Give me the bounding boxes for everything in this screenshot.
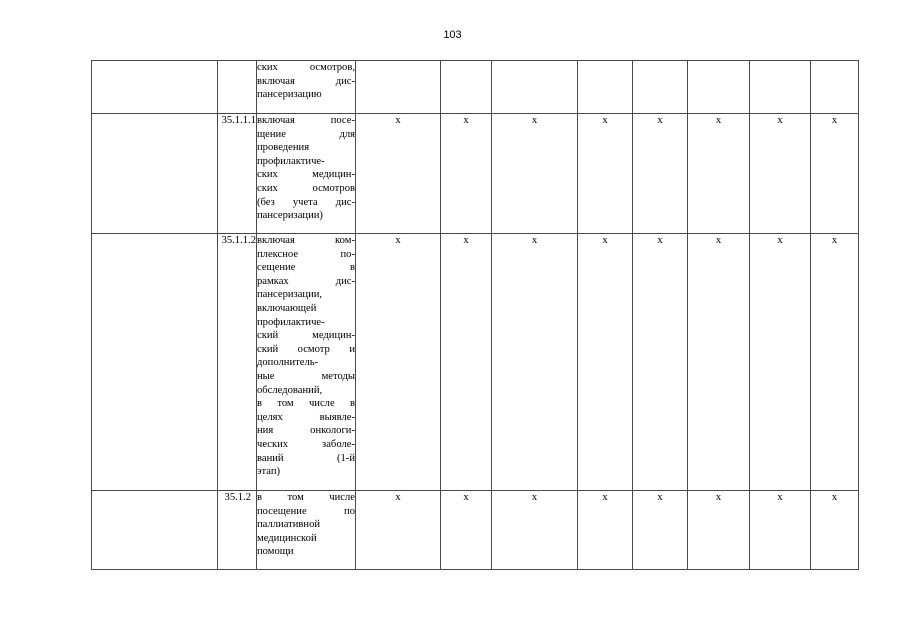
row-description-cell: [257, 491, 356, 570]
description-line: ния онкологи-: [257, 425, 355, 437]
empty-cell: [92, 491, 218, 570]
description-line: ских осмотров,: [257, 62, 355, 73]
row-code-cell: [218, 61, 257, 114]
description-line: профилактиче-: [257, 316, 325, 328]
value-cell: x: [492, 491, 578, 570]
description-line: в том числе: [257, 492, 355, 503]
description-line: ческих заболе-: [257, 438, 355, 450]
value-cell: x: [578, 234, 633, 491]
description-line: включая посе-: [257, 115, 355, 126]
value-cell: [356, 61, 441, 114]
description-line: ский медицин-: [257, 330, 355, 342]
value-cell: x: [441, 234, 492, 491]
value-cell: x: [811, 114, 859, 234]
description-line: включая ком-: [257, 235, 355, 246]
description-line: посещение по: [257, 505, 355, 517]
description-line: ваний (1-й: [257, 452, 355, 464]
description-line: медицинской: [257, 532, 317, 544]
description-line: ные методы: [257, 370, 355, 382]
value-cell: x: [578, 114, 633, 234]
value-cell: x: [633, 114, 688, 234]
value-cell: [441, 61, 492, 114]
description-line: сещение в: [257, 262, 355, 274]
row-code-cell: 35.1.2: [218, 491, 257, 570]
empty-cell: [92, 114, 218, 234]
description-line: рамках дис-: [257, 275, 355, 287]
description-line: дополнитель-: [257, 357, 319, 369]
value-cell: x: [688, 234, 750, 491]
description-line: этап): [257, 466, 281, 478]
description-line: помощи: [257, 546, 294, 558]
value-cell: x: [633, 234, 688, 491]
empty-cell: [92, 234, 218, 491]
description-line: проведения: [257, 142, 310, 154]
row-description-cell: [257, 114, 356, 234]
value-cell: x: [811, 234, 859, 491]
description-line: ских медицин-: [257, 169, 355, 181]
row-code-cell: 35.1.1.2: [218, 234, 257, 491]
description-line: ских осмотров: [257, 182, 355, 194]
value-cell: x: [750, 491, 811, 570]
empty-cell: [92, 61, 218, 114]
description-line: включающей: [257, 302, 317, 314]
value-cell: [811, 61, 859, 114]
description-line: обследований,: [257, 384, 323, 396]
value-cell: x: [492, 234, 578, 491]
description-line: профилактиче-: [257, 155, 325, 167]
description-line: паллиативной: [257, 519, 321, 531]
value-cell: [633, 61, 688, 114]
description-line: пансеризации): [257, 210, 323, 222]
table-row: [92, 234, 859, 491]
row-code-cell: 35.1.1.1: [218, 114, 257, 234]
value-cell: x: [441, 491, 492, 570]
description-line: целях выявле-: [257, 411, 355, 423]
description-line: щение для: [257, 128, 355, 140]
description-line: включая дис-: [257, 75, 355, 87]
document-table: [91, 60, 859, 570]
description-line: пансеризации,: [257, 289, 323, 301]
table-row: [92, 61, 859, 114]
value-cell: x: [750, 234, 811, 491]
value-cell: x: [750, 114, 811, 234]
page-number: 103: [443, 29, 462, 41]
description-line: в том числе в: [257, 398, 355, 410]
value-cell: x: [356, 114, 441, 234]
value-cell: x: [688, 114, 750, 234]
description-line: пансеризацию: [257, 89, 322, 101]
value-cell: x: [578, 491, 633, 570]
table-row: [92, 114, 859, 234]
value-cell: x: [441, 114, 492, 234]
row-description-cell: [257, 234, 356, 491]
table-row: [92, 491, 859, 570]
value-cell: x: [356, 491, 441, 570]
value-cell: [688, 61, 750, 114]
value-cell: x: [633, 491, 688, 570]
value-cell: x: [492, 114, 578, 234]
value-cell: [492, 61, 578, 114]
description-line: (без учета дис-: [257, 196, 355, 208]
row-description-cell: [257, 61, 356, 114]
description-line: ский осмотр и: [257, 343, 355, 355]
value-cell: x: [811, 491, 859, 570]
description-line: плексное по-: [257, 248, 355, 260]
value-cell: x: [356, 234, 441, 491]
value-cell: [750, 61, 811, 114]
value-cell: x: [688, 491, 750, 570]
value-cell: [578, 61, 633, 114]
